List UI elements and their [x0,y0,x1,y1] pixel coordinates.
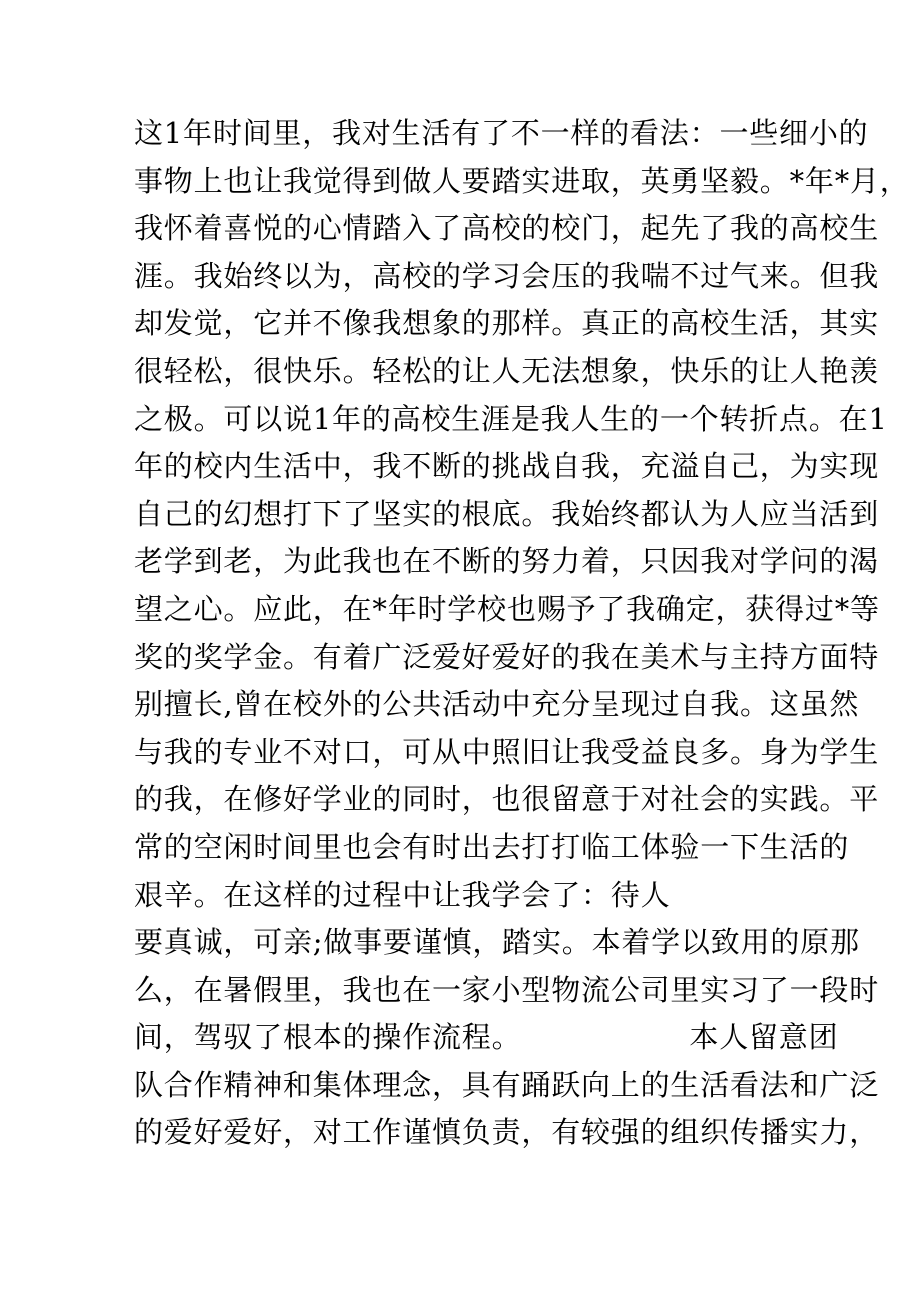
text-line-21: 队合作精神和集体理念，具有踊跃向上的生活看法和广泛 [134,1067,880,1102]
text-line-16: 常的空闲时间里也会有时出去打打临工体验一下生活的 [134,829,850,864]
text-line-20-tail: 本人留意团 [689,1020,839,1055]
text-line-8: 年的校内生活中，我不断的挑战自我，充溢自己，为实现 [134,449,880,484]
text-line-10: 老学到老，为此我也在不断的努力着，只因我对学问的渴 [134,544,880,579]
text-line-6: 很轻松，很快乐。轻松的让人无法想象，快乐的让人艳羡 [134,353,880,388]
text-line-15: 的我，在修好学业的同时，也很留意于对社会的实践。平 [134,782,880,817]
text-line-22: 的爱好爱好，对工作谨慎负责，有较强的组织传播实力， [134,1115,880,1150]
text-line-7: 之极。可以说1年的高校生涯是我人生的一个转折点。在1 [134,401,888,436]
text-line-20-start: 间，驾驭了根本的操作流程。 [134,1020,522,1055]
text-line-17: 艰辛。在这样的过程中让我学会了：待人 [134,877,671,912]
text-line-11: 望之心。应此，在*年时学校也赐予了我确定，获得过*等 [134,591,880,626]
text-line-12: 奖的奖学金。有着广泛爱好爱好的我在美术与主持方面特 [134,639,880,674]
text-line-13: 别擅长,曾在校外的公共活动中充分呈现过自我。这虽然 [134,687,860,722]
text-line-3: 我怀着喜悦的心情踏入了高校的校门，起先了我的高校生 [134,211,880,246]
text-line-18: 要真诚，可亲;做事要谨慎，踏实。本着学以致用的原那 [134,925,860,960]
text-line-4: 涯。我始终以为，高校的学习会压的我喘不过气来。但我 [134,258,880,293]
text-line-20 [134,1014,839,1062]
text-line-19: 么，在暑假里，我也在一家小型物流公司里实习了一段时 [134,972,880,1007]
text-line-1: 这1年时间里，我对生活有了不一样的看法：一些细小的 [134,116,869,150]
text-line-2: 事物上也让我觉得到做人要踏实进取，英勇坚毅。*年*月， [134,163,910,198]
text-line-14: 与我的专业不对口，可从中照旧让我受益良多。身为学生 [134,734,880,769]
body-text [134,110,910,1157]
text-line-5: 却发觉，它并不像我想象的那样。真正的高校生活，其实 [134,306,880,341]
text-line-9: 自己的幻想打下了坚实的根底。我始终都认为人应当活到 [134,496,880,531]
